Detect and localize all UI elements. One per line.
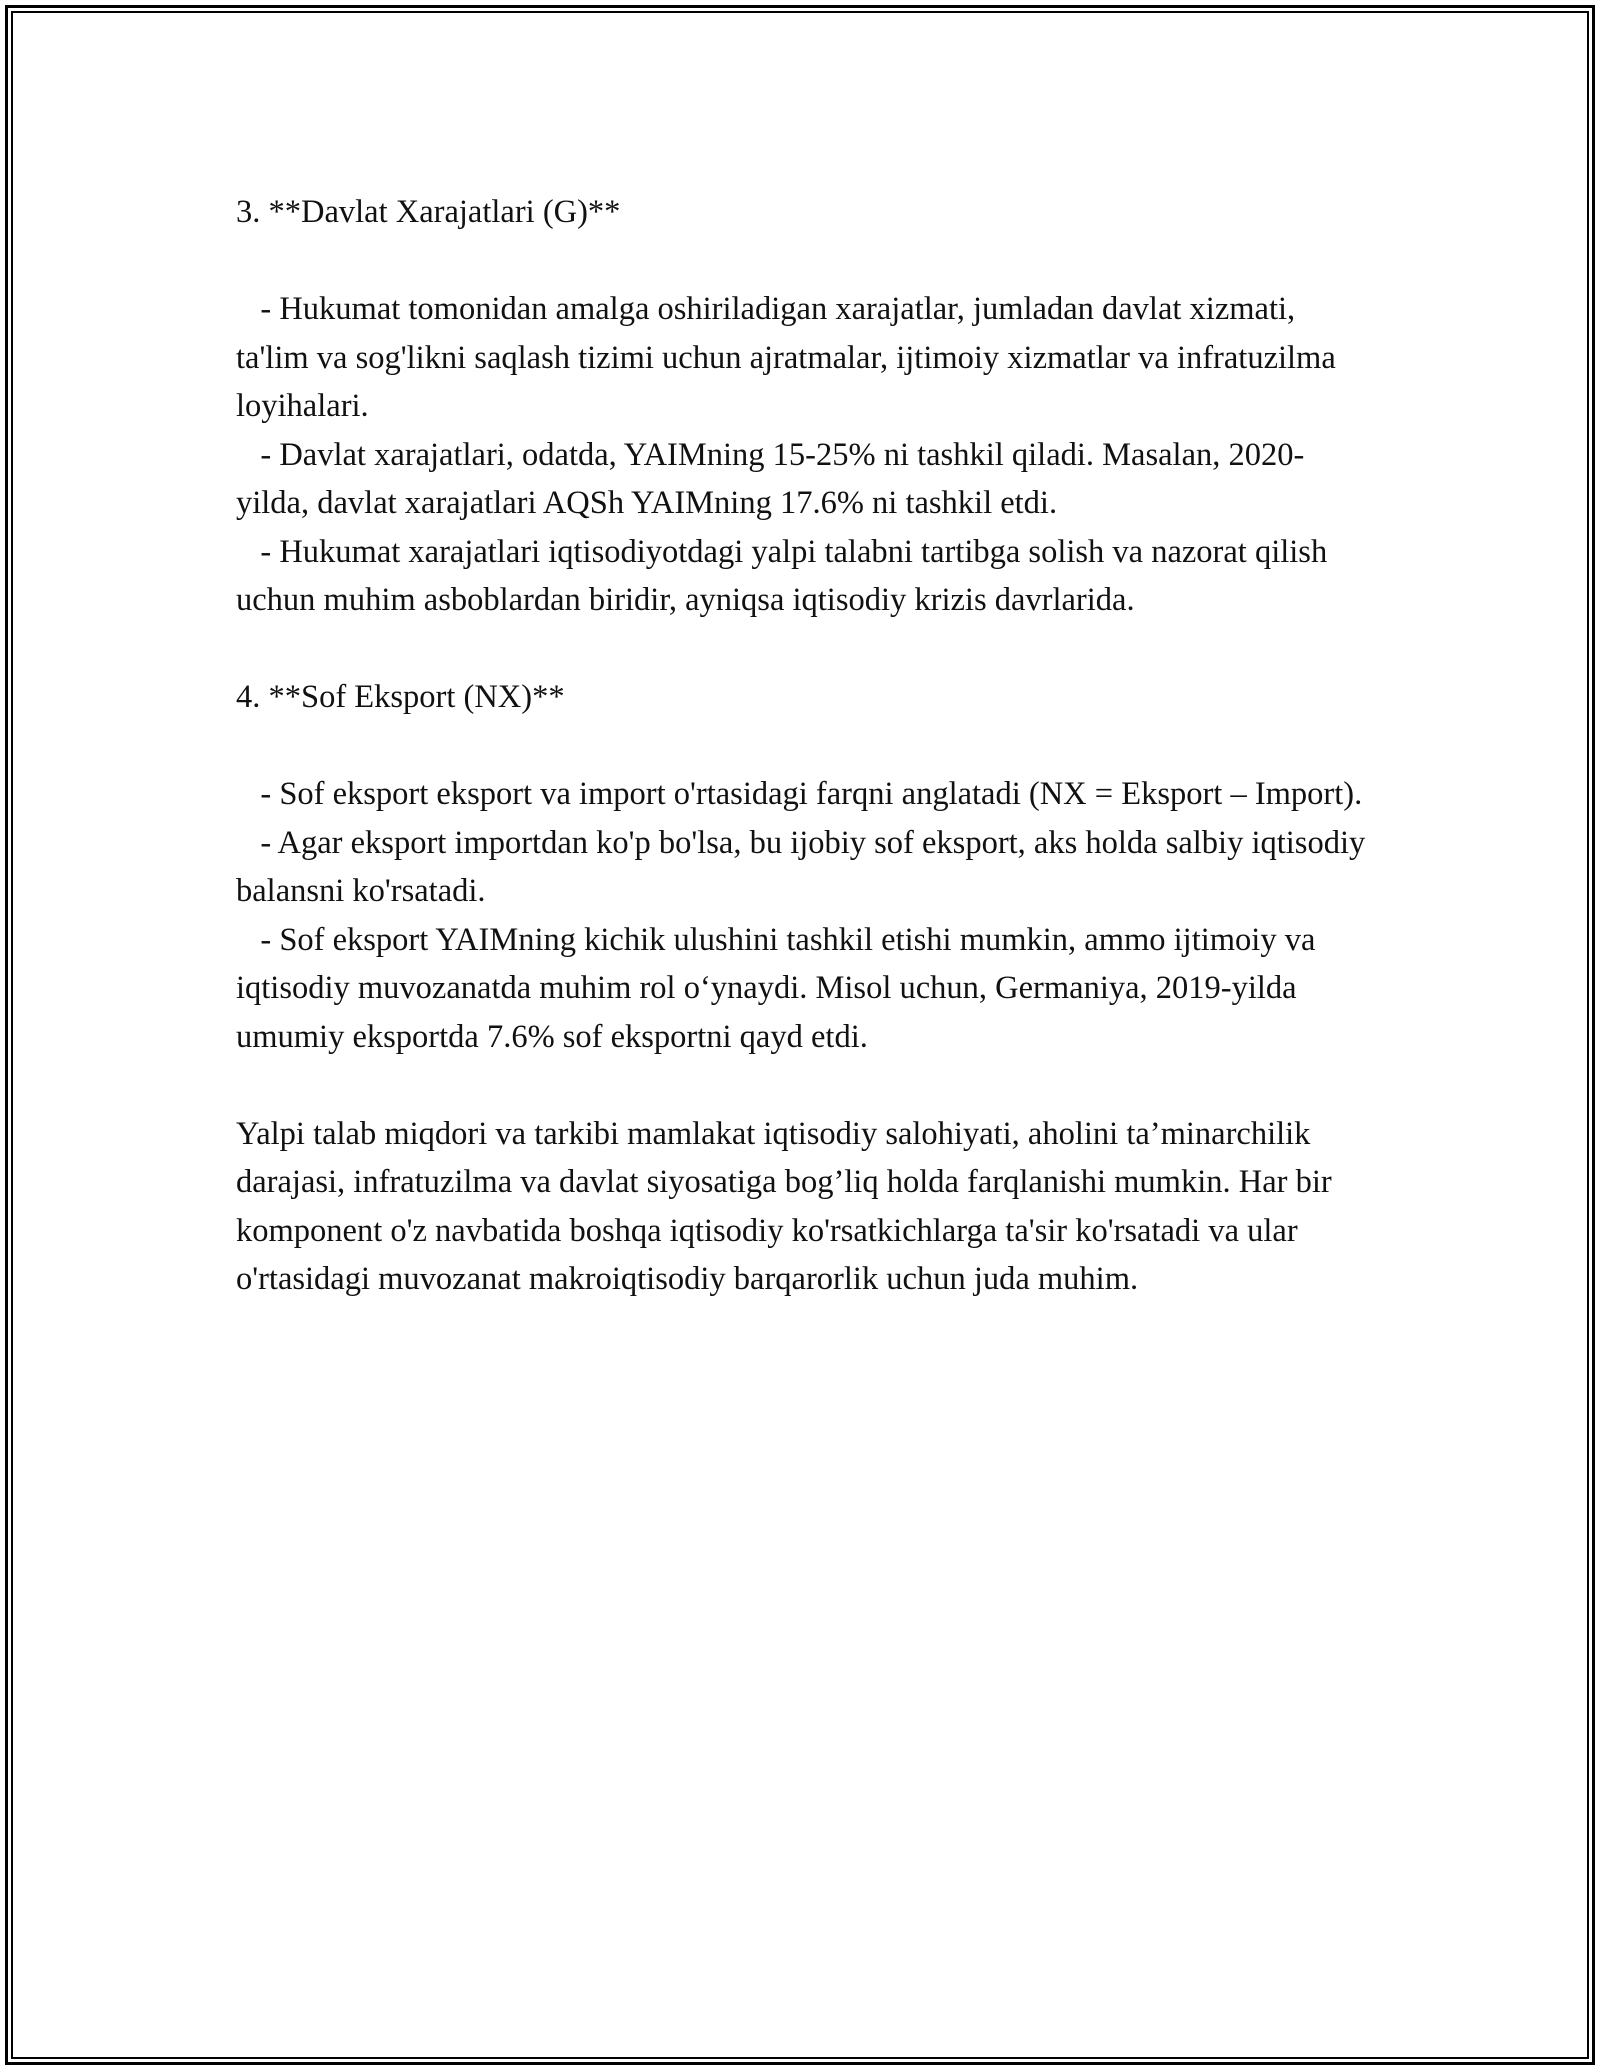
section-3-heading: 3. **Davlat Xarajatlari (G)** [236,194,621,230]
conclusion-paragraph: Yalpi talab miqdori va tarkibi mamlakat iqtisodiy salohiyati, aholini ta’minarchilik darajasi, infratuzilma va davlat siyosatiga bog’liq holda farqlanishi mumkin. Har bir komponent o'z navbatida boshqa iqtisodiy ko'rsatkichlarga ta'sir ko'rsatadi va ular o'rtasidagi muvozanat makroiqtisodiy barqarorlik uchun juda muhim. [236,1115,1332,1297]
section-3-bullet-1: - Hukumat tomonidan amalga oshiriladigan xarajatlar, jumladan davlat xizmati, ta'lim va sog'likni saqlash tizimi uchun ajratmalar, ijtimoiy xizmatlar va infratuzilma loyihalari. [236,291,1344,424]
section-3-bullet-2: - Davlat xarajatlari, odatda, YAIMning 15-25% ni tashkil qiladi. Masalan, 2020-yilda, davlat xarajatlari AQSh YAIMning 17.6% ni tashkil etdi. [236,436,1305,521]
section-3-bullet-3: - Hukumat xarajatlari iqtisodiyotdagi yalpi talabni tartibga solish va nazorat qilish uchun muhim asboblardan biridir, ayniqsa iqtisodiy krizis davrlarida. [236,533,1336,618]
spacer [236,1061,1366,1110]
section-4-heading: 4. **Sof Eksport (NX)** [236,679,565,715]
spacer [236,722,1366,771]
section-4-bullet-1: - Sof eksport eksport va import o'rtasidagi farqni anglatadi (NX = Eksport – Import). [236,776,1363,812]
document-body [236,188,1374,1304]
spacer [236,237,1366,286]
section-4-bullet-3: - Sof eksport YAIMning kichik ulushini tashkil etishi mumkin, ammo ijtimoiy va iqtisodiy muvozanatda muhim rol o‘ynaydi. Misol uchun, Germaniya, 2019-yilda umumiy eksportda 7.6% sof eksportni qayd etdi. [236,921,1324,1055]
section-4-bullet-2: - Agar eksport importdan ko'p bo'lsa, bu ijobiy sof eksport, aks holda salbiy iqtisodiy balansni ko'rsatadi. [236,824,1374,909]
spacer [236,625,1366,674]
